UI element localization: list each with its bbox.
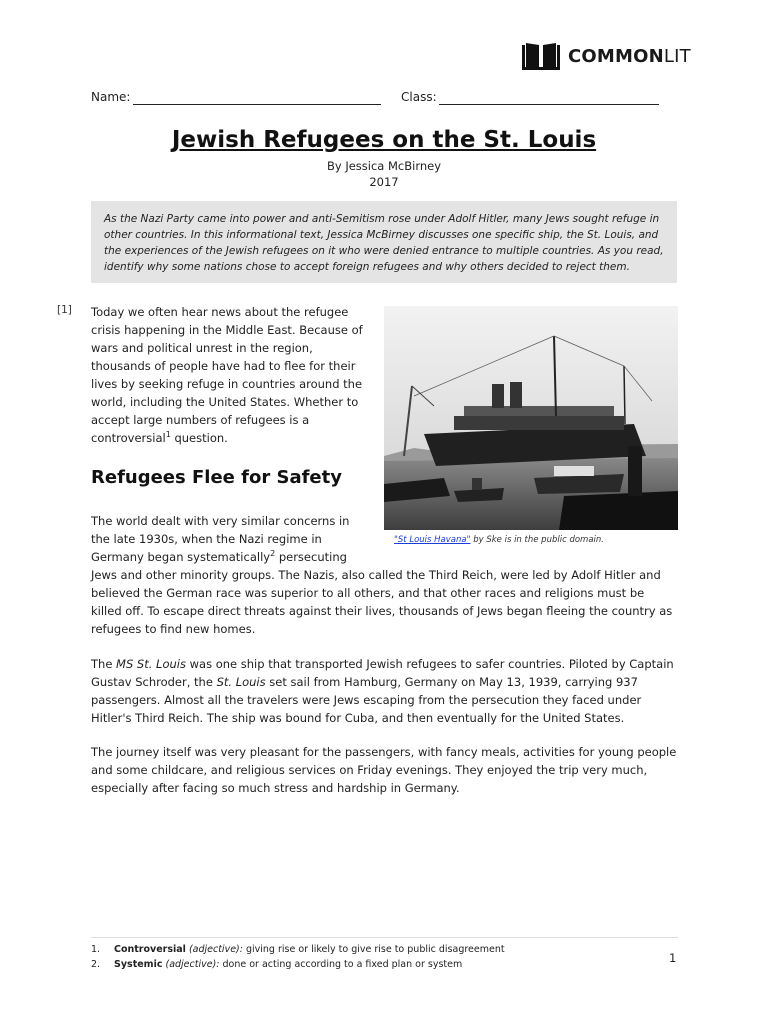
footnote-1: 1. Controversial (adjective): giving rise or likely to give rise to public disagreement	[91, 944, 505, 955]
author: By Jessica McBirney	[326, 159, 442, 173]
footnotes	[91, 942, 691, 972]
footnote-2: 2. Systemic (adjective): done or acting according to a fixed plan or system	[91, 959, 463, 970]
logo-wordmark: COMMONLIT	[568, 45, 691, 67]
class-field[interactable]	[439, 104, 659, 105]
year: 2017	[369, 175, 399, 189]
footnote-ref-1[interactable]: 1	[165, 430, 171, 440]
photo-source-link[interactable]: "St Louis Havana"	[394, 535, 471, 545]
paragraph-4: The journey itself was very pleasant for the passengers, with fancy meals, activities for young people and some childcare, and religious services on Friday evenings. They enjoyed the trip very much, especially after facing so much stress and hardship in Germany.	[91, 745, 677, 795]
name-field[interactable]	[133, 104, 381, 105]
paragraph-1: Today we often hear news about the refugee crisis happening in the Middle East. Because of wars and political unrest in the region, thousands of people have had to flee for their lives by seeking refuge in countries around the world, including the United States. Whether to accept large numbers of refugees is a controversial$^1$ question.	[91, 305, 363, 445]
paragraph-2: The world dealt with very similar concerns in the late 1930s, when the Nazi regime in Germany began systematically$^2$ persecuting Jews and other minority groups. The Nazis, also called the Third Reich, were led by Adolf Hitler and believed the German race was superior to all others, and that other races and religions must be killed off. To escape direct threats against their lives, thousands of Jews began fleeing the country as refugees to find new homes.	[91, 514, 673, 636]
open-book-icon	[522, 42, 560, 70]
page-title: Jewish Refugees on the St. Louis	[171, 127, 597, 153]
footnote-ref-2[interactable]: 2	[270, 549, 276, 559]
footnote-divider	[91, 937, 678, 938]
paragraph-number: [1]	[57, 304, 72, 316]
ship-photo	[384, 306, 678, 530]
page-number: 1	[669, 951, 677, 965]
photo-caption: "St Louis Havana" by Ske is in the public domain.	[394, 535, 604, 545]
class-label: Class:	[401, 90, 437, 104]
intro-box: As the Nazi Party came into power and anti-Semitism rose under Adolf Hitler, many Jews sought refuge in other countries. In this informational text, Jessica McBirney discusses one specific ship, the St. Louis, and the experiences of the Jewish refugees on it who were denied entrance to multiple countries. As you read, identify why some nations chose to accept foreign refugees and why others decided to reject them.	[91, 201, 677, 283]
byline	[0, 158, 768, 190]
section-heading: Refugees Flee for Safety	[91, 467, 342, 488]
commonlit-logo	[522, 42, 691, 70]
name-label: Name:	[91, 90, 131, 104]
paragraph-3: The MS St. Louis was one ship that transported Jewish refugees to safer countries. Piloted by Captain Gustav Schroder, the St. Louis set sail from Hamburg, Germany on May 13, 1939, carrying 937 passengers. Almost all the travelers were Jews escaping from the persecution they faced under Hitler's Third Reich. The ship was bound for Cuba, and then eventually for the United States.	[91, 657, 674, 725]
